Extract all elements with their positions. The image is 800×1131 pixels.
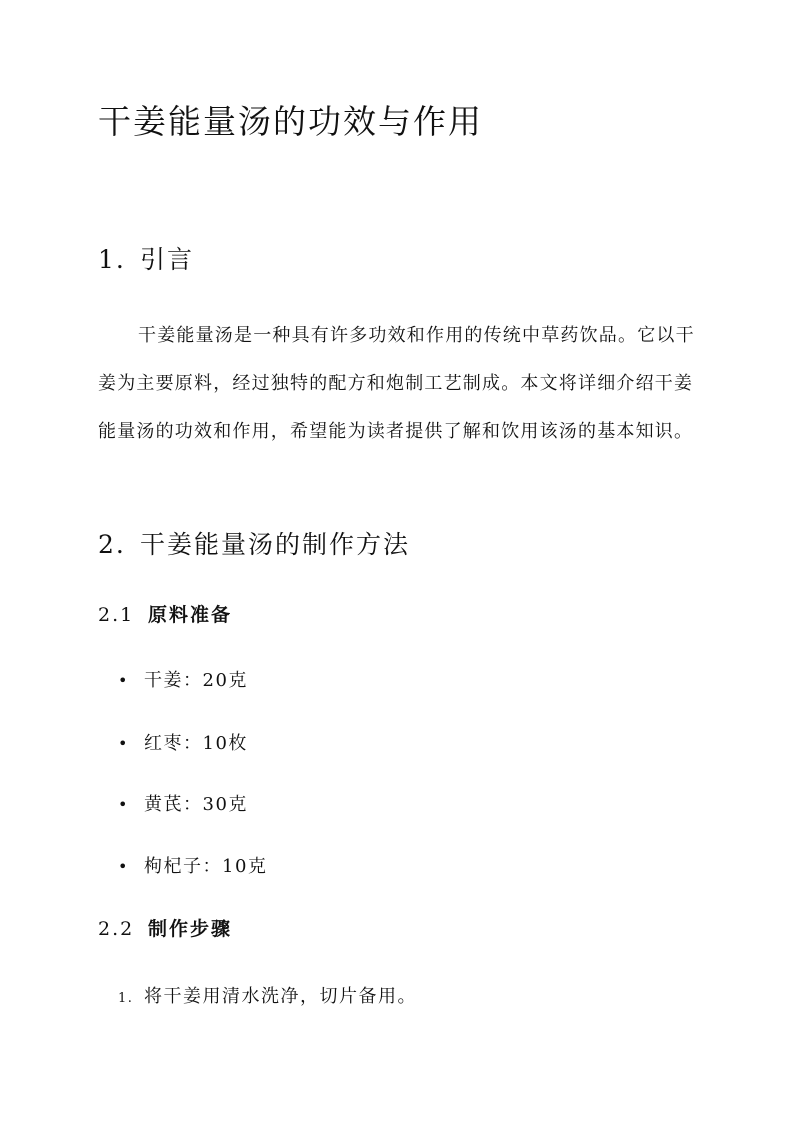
list-item (118, 852, 267, 878)
list-item-text: 黄芪：30克 (144, 794, 248, 815)
bullet-icon: • (118, 857, 129, 876)
bullet-icon: • (118, 671, 129, 690)
subsection-title: 制作步骤 (148, 918, 233, 940)
intro-paragraph: 干姜能量汤是一种具有许多功效和作用的传统中草药饮品。它以干姜为主要原料，经过独特的配方和炮制工艺制成。本文将详细介绍干姜能量汤的功效和作用，希望能为读者提供了解和饮用该汤的基本知识。 (98, 325, 695, 442)
section-number: 2. (98, 530, 126, 559)
subsection-number: 2.1 (98, 604, 135, 626)
bullet-icon: • (118, 734, 129, 753)
list-item-text: 枸杞子：10克 (144, 856, 268, 877)
section-heading-intro (98, 240, 194, 276)
step-number: 1. (118, 991, 134, 1006)
bullet-icon: • (118, 795, 129, 814)
document-title: 干姜能量汤的功效与作用 (98, 102, 483, 141)
list-item (118, 666, 248, 692)
step-item (118, 982, 417, 1008)
subsection-title: 原料准备 (148, 604, 233, 626)
list-item (118, 729, 248, 755)
subsection-heading-steps (98, 914, 232, 941)
list-item (118, 790, 248, 816)
subsection-number: 2.2 (98, 918, 135, 940)
subsection-heading-ingredients (98, 600, 232, 627)
list-item-text: 红枣：10枚 (144, 733, 248, 754)
section-title: 引言 (140, 245, 195, 274)
section-number: 1. (98, 245, 126, 274)
list-item-text: 干姜：20克 (144, 670, 248, 691)
step-text: 将干姜用清水洗净，切片备用。 (144, 986, 417, 1007)
section-heading-method (98, 525, 410, 561)
section-title: 干姜能量汤的制作方法 (140, 530, 411, 559)
